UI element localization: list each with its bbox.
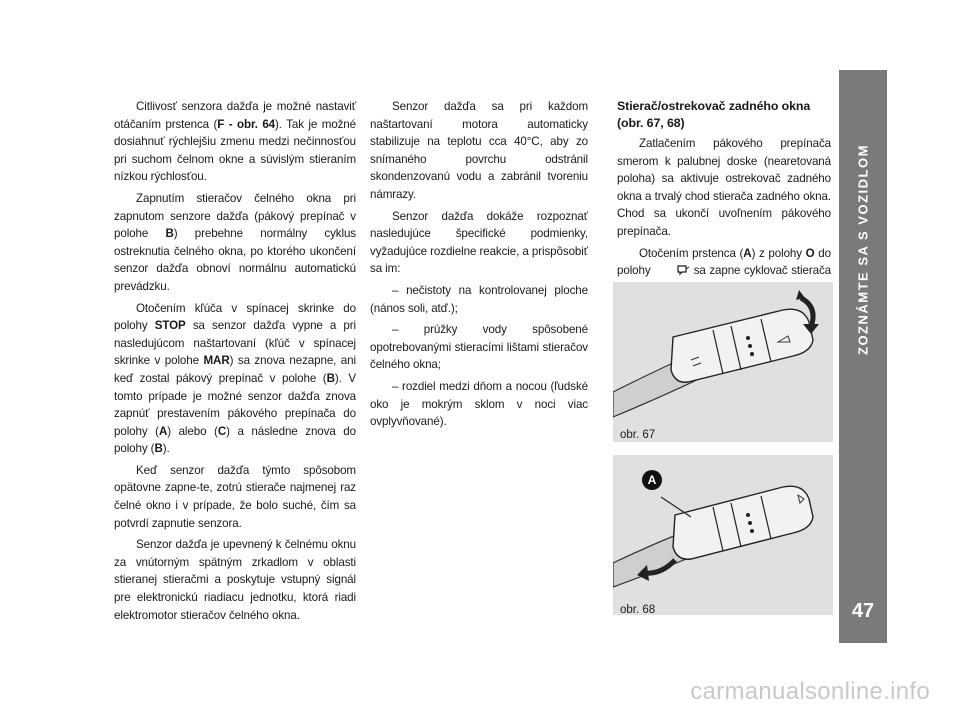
text: sa zapne cyklovač stierača (693, 264, 831, 278)
heading-line: Stierač/ostrekovač zadného okna (617, 99, 811, 113)
chapter-title: ZOZNÁMTE SA S VOZIDLOM (855, 144, 871, 356)
figure-67-caption: obr. 67 (620, 429, 656, 441)
text: do polohy (617, 246, 831, 278)
paragraph (114, 300, 356, 458)
text: ). Tak je možné dosiahnuť rýchlejšiu zmenu medzi nečinnosťou pri suchom čelnom okne a súvislým stieraním nízkou rýchlosťou. (114, 117, 356, 184)
heading-line: (obr. 67, 68) (617, 116, 685, 130)
paragraph: – prúžky vody spôsobené opotrebovanými stieracími lištami stieračov čelného okna; (370, 323, 588, 372)
text: ). (162, 442, 170, 456)
paragraph: – rozdiel medzi dňom a nocou (ľudské oko je mokrým sklom v noci viac ovplyvňované). (370, 379, 588, 429)
text-column-2 (370, 98, 588, 435)
figure-68-caption: obr. 68 (620, 604, 656, 616)
text: Citlivosť senzora dažďa je možné nastaviť otáčaním prstenca ( (114, 100, 356, 131)
section-heading (617, 98, 831, 132)
text: ). V tomto prípade je možné senzor dažďa znova zapnúť prestavením pákového prepínača do polohy ( (114, 371, 356, 438)
text: ) prebehne normálny cyklus ostreknutia čelného okna, po ktorého ukončení senzor dažďa obnoví normálnu automatickú prevádzku. (114, 227, 356, 293)
text: sa senzor dažďa vypne a pri nasledujúcom naštartovaní (kľúč v spínacej skrinke v polohe (114, 319, 357, 368)
rear-wiper-intermittent-icon (654, 264, 690, 282)
text: ) z polohy (751, 246, 806, 260)
text-column-1 (114, 98, 356, 628)
text: ) a následne znova do polohy ( (114, 424, 356, 456)
position-symbol: O (805, 246, 815, 260)
paragraph: Senzor dažďa je upevnený k čelnému oknu za vnútorným spätným zrkadlom v oblasti stieranej stieračmi a poskytuje vstupný signál pre elektronickú riadiacu jednotku, ktorá riadi elektromotor stieračov čelného okna. (114, 538, 356, 622)
paragraph (114, 190, 356, 296)
text: ) alebo ( (167, 424, 218, 438)
position-symbol: B (326, 371, 335, 385)
text: Zapnutím stieračov čelného okna pri zapnutom senzore dažďa (pákový prepínač v polohe (114, 191, 356, 241)
position-symbol: A (158, 424, 168, 438)
paragraph (114, 98, 356, 186)
page-number: 47 (851, 600, 875, 622)
paragraph: Senzor dažďa sa pri každom naštartovaní motora automaticky stabilizuje na teplotu cca 40°C, aby zo snímaného povrchu odstránil skondenzovanú vodu a zabránil tvoreniu námrazy. (370, 100, 588, 201)
text: ) sa znova nezapne, ani keď zostal pákový prepínač v polohe ( (114, 354, 356, 385)
position-symbol: C (217, 424, 227, 438)
chapter-sidebar (839, 70, 887, 643)
text: Otočením prstenca ( (639, 246, 744, 260)
position-symbol: MAR (203, 354, 230, 368)
callout-a-label: A (647, 473, 657, 487)
position-symbol: B (165, 227, 174, 241)
position-symbol: STOP (154, 319, 186, 333)
paragraph: Senzor dažďa dokáže rozpoznať nasledujúce špecifické podmienky, vyžadujúce rozdielne reakcie, a prispôsobiť sa im: (370, 209, 588, 276)
figure-reference: F - obr. 64 (217, 117, 276, 131)
position-symbol: A (743, 246, 752, 260)
paragraph: Zatlačením pákového prepínača smerom k palubnej doske (nearetovaná poloha) sa aktivuje ostrekovač zadného okna a trvalý chod stierača zadného okna. Chod sa ukončí uvoľnením pákového prepínača. (617, 137, 831, 238)
watermark: carmanualsonline.info (690, 678, 930, 705)
paragraph: – nečistoty na kontrolovanej ploche (nános soli, atď.); (370, 283, 588, 315)
text-column-3 (617, 98, 831, 303)
position-symbol: B (154, 442, 163, 456)
callout-a-marker (642, 470, 662, 490)
text: Otočením kľúča v spínacej skrinke do polohy (114, 301, 356, 333)
paragraph: Keď senzor dažďa týmto spôsobom opätovne zapne-te, zotrú stierače najmenej raz čelné okno i v prípade, že bolo suché, čím sa potvrdí zapnutie senzora. (114, 463, 356, 530)
figure-67-illustration (613, 282, 833, 442)
